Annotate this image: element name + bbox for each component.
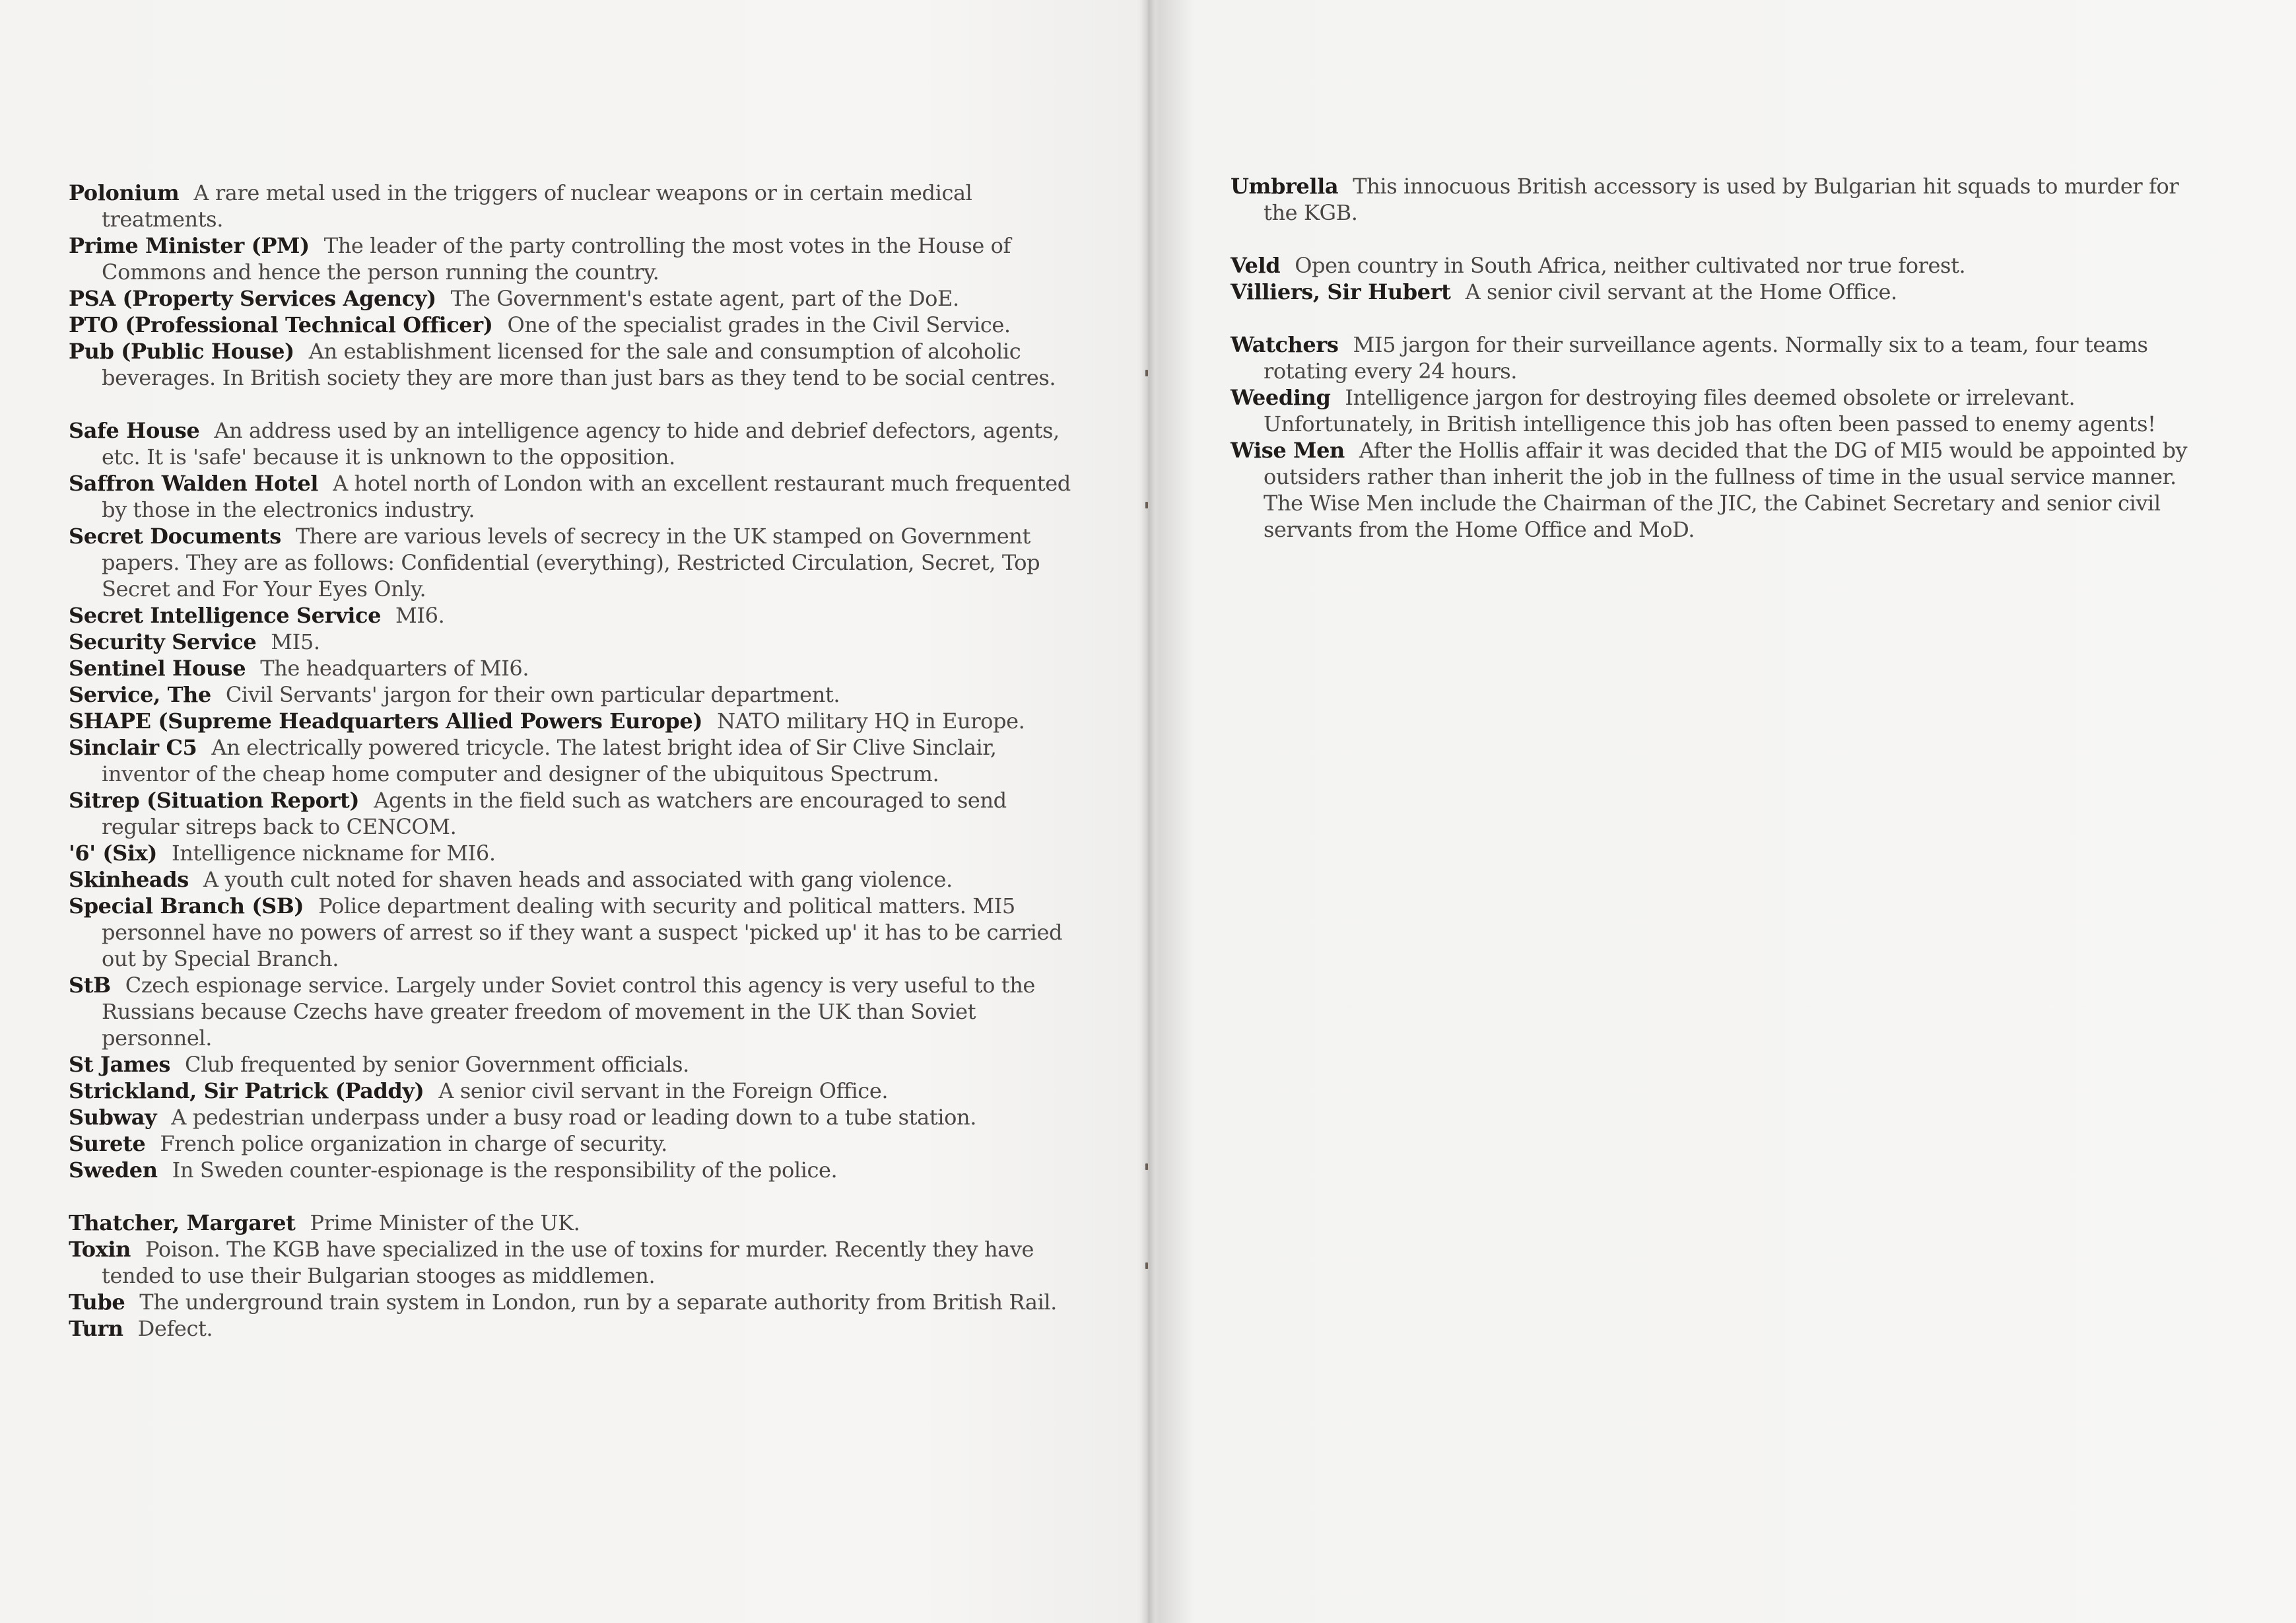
entry-definition: A pedestrian underpass under a busy road or leading down to a tube station. — [171, 1105, 976, 1130]
entry-term: Watchers — [1231, 332, 1339, 357]
entry-term: Skinheads — [69, 867, 189, 892]
glossary-group-u — [1231, 173, 2208, 226]
entry-term: Polonium — [69, 180, 180, 205]
glossary-group-w — [1231, 331, 2208, 543]
glossary-entry — [69, 338, 1072, 391]
entry-term: Wise Men — [1231, 438, 1345, 463]
glossary-entry — [69, 972, 1072, 1051]
entry-term: Sitrep (Situation Report) — [69, 788, 360, 813]
glossary-group-v — [1231, 252, 2208, 305]
entry-definition: Intelligence nickname for MI6. — [172, 841, 496, 866]
left-page — [0, 0, 1147, 1623]
glossary-entry — [69, 681, 1072, 708]
glossary-entry — [69, 470, 1072, 523]
entry-definition: This innocuous British accessory is used by Bulgarian hit squads to murder for the KGB. — [1264, 174, 2179, 225]
entry-definition: The Government's estate agent, part of the DoE. — [450, 286, 959, 311]
entry-definition: Police department dealing with security and political matters. MI5 personnel have no powers of arrest so if they want a suspect 'picked up' it has to be carried out by Special Branch. — [102, 893, 1063, 971]
glossary-entry — [1231, 279, 2208, 305]
glossary-entry — [1231, 173, 2208, 226]
glossary-entry — [69, 1130, 1072, 1157]
glossary-column-left — [69, 180, 1072, 1368]
entry-term: Turn — [69, 1316, 123, 1341]
entry-term: Sentinel House — [69, 656, 246, 681]
glossary-entry — [69, 312, 1072, 338]
entry-definition: MI5. — [271, 629, 320, 654]
entry-term: StB — [69, 973, 111, 998]
glossary-entry — [69, 1315, 1072, 1342]
glossary-entry — [69, 1210, 1072, 1236]
glossary-entry — [1231, 252, 2208, 279]
entry-term: Secret Documents — [69, 524, 281, 549]
glossary-entry — [69, 1289, 1072, 1315]
entry-term: Saffron Walden Hotel — [69, 471, 319, 496]
glossary-entry — [69, 523, 1072, 602]
entry-definition: A youth cult noted for shaven heads and associated with gang violence. — [203, 867, 953, 892]
glossary-column-right — [1231, 173, 2208, 569]
glossary-entry — [69, 1157, 1072, 1183]
glossary-entry — [1231, 331, 2208, 384]
entry-term: Umbrella — [1231, 174, 1339, 199]
entry-definition: Poison. The KGB have specialized in the use of toxins for murder. Recently they have tended to use their Bulgarian stooges as middlemen. — [102, 1237, 1034, 1288]
entry-term: '6' (Six) — [69, 841, 158, 866]
entry-definition: In Sweden counter-espionage is the responsibility of the police. — [172, 1157, 838, 1183]
entry-term: Secret Intelligence Service — [69, 603, 382, 628]
glossary-entry — [69, 787, 1072, 840]
glossary-entry — [69, 866, 1072, 893]
entry-term: Strickland, Sir Patrick (Paddy) — [69, 1078, 424, 1103]
glossary-entry — [69, 1078, 1072, 1104]
entry-term: Safe House — [69, 418, 200, 443]
entry-term: Villiers, Sir Hubert — [1231, 279, 1451, 304]
glossary-entry — [1231, 384, 2208, 437]
entry-term: Thatcher, Margaret — [69, 1210, 296, 1235]
entry-term: Surete — [69, 1131, 146, 1156]
entry-definition: A rare metal used in the triggers of nuclear weapons or in certain medical treatments. — [102, 180, 972, 232]
entry-definition: French police organization in charge of security. — [160, 1131, 667, 1156]
entry-term: Pub (Public House) — [69, 339, 294, 364]
glossary-entry — [69, 893, 1072, 972]
entry-definition: Czech espionage service. Largely under Soviet control this agency is very useful to the Russians because Czechs have greater freedom of movement in the UK than Soviet personnel. — [102, 973, 1035, 1051]
entry-term: St James — [69, 1052, 170, 1077]
glossary-entry — [69, 1104, 1072, 1130]
entry-term: SHAPE (Supreme Headquarters Allied Powers Europe) — [69, 708, 703, 734]
entry-definition: NATO military HQ in Europe. — [717, 708, 1025, 734]
entry-definition: Defect. — [137, 1316, 213, 1341]
entry-definition: After the Hollis affair it was decided that the DG of MI5 would be appointed by outsiders rather than inherit the job in the fullness of time in the usual service manner. The Wise Men include the Chairman of the JIC, the Cabinet Secretary and senior civil servants from the Home Office and MoD. — [1264, 438, 2188, 542]
glossary-entry — [69, 629, 1072, 655]
glossary-entry — [69, 1236, 1072, 1289]
glossary-entry — [69, 180, 1072, 232]
entry-term: Sinclair C5 — [69, 735, 197, 760]
entry-term: Sweden — [69, 1157, 158, 1183]
entry-definition: The underground train system in London, run by a separate authority from British Rail. — [139, 1290, 1057, 1315]
entry-definition: An address used by an intelligence agency to hide and debrief defectors, agents, etc. It is 'safe' because it is unknown to the opposition. — [102, 418, 1060, 469]
entry-definition: Intelligence jargon for destroying files deemed obsolete or irrelevant. Unfortunately, in British intelligence this job has often been passed to enemy agents! — [1264, 385, 2156, 436]
entry-definition: An electrically powered tricycle. The latest bright idea of Sir Clive Sinclair, inventor of the cheap home computer and designer of the ubiquitous Spectrum. — [102, 735, 997, 786]
entry-term: Prime Minister (PM) — [69, 233, 310, 258]
entry-definition: The headquarters of MI6. — [260, 656, 529, 681]
entry-definition: MI6. — [395, 603, 445, 628]
glossary-entry — [69, 417, 1072, 470]
entry-term: Special Branch (SB) — [69, 893, 304, 918]
entry-term: Toxin — [69, 1237, 131, 1262]
entry-definition: Open country in South Africa, neither cultivated nor true forest. — [1295, 253, 1966, 278]
entry-term: Weeding — [1231, 385, 1331, 410]
glossary-entry — [69, 708, 1072, 734]
entry-definition: One of the specialist grades in the Civil Service. — [507, 312, 1011, 337]
glossary-entry — [69, 840, 1072, 866]
glossary-entry — [69, 655, 1072, 681]
entry-definition: An establishment licensed for the sale and consumption of alcoholic beverages. In British society they are more than just bars as they tend to be social centres. — [102, 339, 1056, 390]
entry-definition: A hotel north of London with an excellent restaurant much frequented by those in the electronics industry. — [102, 471, 1071, 522]
entry-term: Tube — [69, 1290, 125, 1315]
glossary-entry — [69, 734, 1072, 787]
entry-definition: There are various levels of secrecy in the UK stamped on Government papers. They are as follows: Confidential (everything), Restricted Circulation, Secret, Top Secret and For Your Eyes Only. — [102, 524, 1040, 602]
entry-definition: A senior civil servant at the Home Office. — [1465, 279, 1897, 304]
entry-term: Subway — [69, 1105, 157, 1130]
glossary-group-t — [69, 1210, 1072, 1342]
entry-definition: Civil Servants' jargon for their own particular department. — [225, 682, 840, 707]
glossary-entry — [1231, 437, 2208, 543]
glossary-entry — [69, 1051, 1072, 1078]
entry-term: PTO (Professional Technical Officer) — [69, 312, 493, 337]
entry-definition: Prime Minister of the UK. — [310, 1210, 580, 1235]
entry-term: Security Service — [69, 629, 257, 654]
entry-definition: Agents in the field such as watchers are encouraged to send regular sitreps back to CENCOM. — [102, 788, 1007, 839]
entry-term: Veld — [1231, 253, 1281, 278]
entry-term: Service, The — [69, 682, 211, 707]
entry-definition: Club frequented by senior Government officials. — [184, 1052, 689, 1077]
glossary-entry — [69, 285, 1072, 312]
glossary-group-p — [69, 180, 1072, 391]
entry-definition: The leader of the party controlling the most votes in the House of Commons and hence the person running the country. — [102, 233, 1011, 285]
entry-definition: A senior civil servant in the Foreign Office. — [438, 1078, 889, 1103]
glossary-entry — [69, 232, 1072, 285]
glossary-group-s — [69, 417, 1072, 1183]
entry-term: PSA (Property Services Agency) — [69, 286, 436, 311]
glossary-entry — [69, 602, 1072, 629]
entry-definition: MI5 jargon for their surveillance agents. Normally six to a team, four teams rotating every 24 hours. — [1264, 332, 2148, 384]
